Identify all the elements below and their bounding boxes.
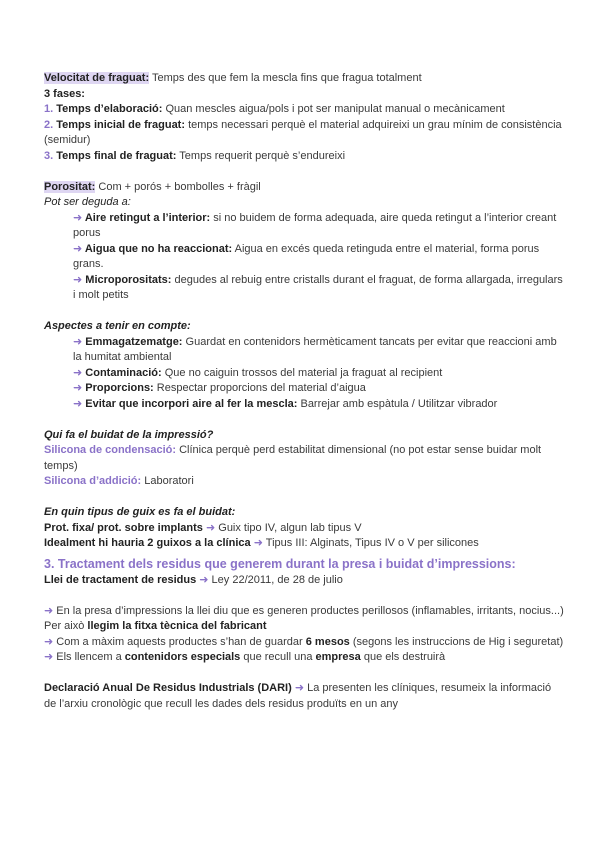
list-item — [44, 397, 564, 413]
fase-2-text: temps necessari perquè el material adquireixi un grau mínim de consistència (semidur) — [44, 118, 562, 146]
item-text: Aigua en excés queda retinguda entre el material, forma porus grans. — [73, 242, 540, 270]
p1-bold: llegim la fitxa tècnica del fabricant — [87, 620, 267, 632]
arrow-icon: ➜ — [199, 573, 209, 586]
fase-3-text: Temps requerit perquè s’endureixi — [176, 149, 346, 162]
fases-label: 3 fases: — [44, 87, 85, 100]
velocitat-text: Temps des que fem la mescla fins que fragua totalment — [149, 72, 422, 84]
list-item — [44, 242, 564, 273]
arrow-icon: ➜ — [44, 651, 54, 663]
guix-title: En quin tipus de guix es fa el buidat: — [44, 506, 236, 518]
section-3-heading: 3. Tractament dels residus que generem durant la presa i buidat d’impressions: — [44, 556, 516, 571]
guix-line-2-text: Tipus III: Alginats, Tipus IV o V per silicones — [262, 537, 479, 549]
list-item — [44, 381, 564, 397]
dari-label: Declaració Anual De Residus Industrials (DARI) — [44, 682, 292, 694]
p3-text-end: que els destruirà — [360, 651, 446, 663]
fase-2 — [44, 118, 564, 149]
arrow-icon: ➜ — [73, 242, 83, 255]
paragraph-2 — [44, 635, 564, 651]
item-text: Guardat en contenidors hermèticament tancats per evitar que reaccioni amb la humitat ambiental — [73, 335, 557, 363]
condensacio-line — [44, 443, 564, 474]
dari-paragraph — [44, 681, 564, 712]
fase-1-num: 1. — [44, 103, 54, 115]
condensacio-label: Silicona de condensació: — [44, 444, 177, 456]
item-text: Respectar proporcions del material d’aigua — [153, 382, 366, 394]
fase-2-label: Temps inicial de fraguat: — [53, 118, 186, 131]
guix-line-1 — [44, 521, 564, 537]
arrow-icon: ➜ — [44, 604, 54, 617]
porositat-label: Porositat: — [44, 180, 96, 193]
buidat-title: Qui fa el buidat de la impressió? — [44, 428, 214, 441]
arrow-icon: ➜ — [73, 382, 83, 394]
llei-line — [44, 573, 564, 589]
list-item — [44, 366, 564, 382]
paragraph-1 — [44, 604, 564, 635]
condensacio-text: Clínica perquè perd estabilitat dimensional (no pot estar sense buidar molt temps) — [44, 444, 542, 472]
list-item — [44, 273, 564, 304]
addicio-label: Silicona d’addició: — [44, 475, 142, 487]
p3-bold-1: contenidors especials — [124, 651, 241, 663]
arrow-icon: ➜ — [73, 397, 83, 410]
item-text: Barrejar amb espàtula / Utilitzar vibrador — [297, 397, 498, 410]
item-label: Contaminació: — [82, 366, 162, 379]
velocitat-line — [44, 71, 564, 87]
item-text: si no buidem de forma adequada, aire queda retingut a l’interior creant porus — [73, 211, 557, 239]
guix-line-1-text: Guix tipo IV, algun lab tipus V — [215, 521, 362, 534]
dari-text: La presenten les clíniques, resumeix la informació de l’arxiu cronològic que recull les dades dels residus produïts en un any — [44, 682, 552, 710]
item-label: Microporositats: — [82, 273, 172, 286]
porositat-text: Com + porós + bombolles + fràgil — [95, 180, 261, 193]
item-label: Emmagatzematge: — [82, 335, 183, 348]
fase-2-num: 2. — [44, 118, 54, 131]
fase-1-text: Quan mescles aigua/pols i pot ser manipulat manual o mecànicament — [162, 103, 505, 115]
item-label: Proporcions: — [82, 382, 154, 394]
p1-text: En la presa d’impressions la llei diu que es generen productes perillosos (inflamables, irritants, nocius...) Per això — [44, 604, 564, 632]
guix-line-2 — [44, 536, 564, 552]
llei-label: Llei de tractament de residus — [44, 573, 197, 586]
arrow-icon: ➜ — [73, 273, 83, 286]
item-label: Evitar que incorpori aire al fer la mescla: — [82, 397, 298, 410]
guix-line-1-label: Prot. fixa/ prot. sobre implants — [44, 521, 203, 534]
arrow-icon: ➜ — [44, 635, 54, 648]
fase-3 — [44, 149, 564, 165]
p2-bold: 6 mesos — [305, 635, 350, 648]
velocitat-label: Velocitat de fraguat: — [44, 72, 150, 84]
p3-text: Els llencem a — [53, 651, 125, 663]
arrow-icon: ➜ — [253, 537, 263, 549]
arrow-icon: ➜ — [73, 366, 83, 379]
arrow-icon: ➜ — [73, 335, 83, 348]
paragraph-3 — [44, 650, 564, 666]
p3-text-mid: que recull una — [240, 651, 316, 663]
document-page — [44, 71, 564, 712]
arrow-icon: ➜ — [205, 521, 216, 534]
arrow-icon: ➜ — [294, 682, 305, 694]
fase-3-label: Temps final de fraguat: — [53, 149, 177, 162]
p3-bold-2: empresa — [315, 651, 361, 663]
guix-line-2-label: Idealment hi hauria 2 guixos a la clínica — [44, 537, 251, 549]
addicio-text: Laboratori — [141, 475, 194, 487]
porositat-line — [44, 180, 564, 196]
item-label: Aigua que no ha reaccionat: — [82, 242, 233, 255]
p2-text-end: (segons les instruccions de Hig i seguretat) — [349, 635, 564, 648]
item-text: Que no caiguin trossos del material ja fraguat al recipient — [161, 366, 443, 379]
p2-text: Com a màxim aquests productes s’han de guardar — [53, 635, 306, 648]
deguda-label: Pot ser deguda a: — [44, 196, 131, 208]
fase-3-num: 3. — [44, 149, 54, 162]
list-item — [44, 335, 564, 366]
list-item — [44, 211, 564, 242]
item-label: Aire retingut a l’interior: — [82, 211, 211, 224]
fase-1 — [44, 102, 564, 118]
aspectes-title: Aspectes a tenir en compte: — [44, 320, 191, 332]
item-text: degudes al rebuig entre cristalls durant el fraguat, de forma allargada, irregulars i molt petits — [73, 273, 563, 301]
llei-text: Ley 22/2011, de 28 de julio — [208, 573, 343, 586]
fase-1-label: Temps d’elaboració: — [53, 103, 163, 115]
addicio-line — [44, 474, 564, 490]
arrow-icon: ➜ — [73, 211, 83, 224]
